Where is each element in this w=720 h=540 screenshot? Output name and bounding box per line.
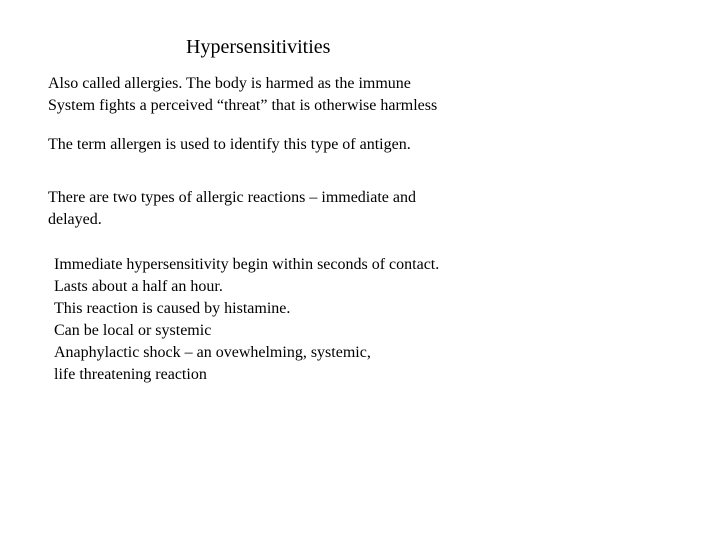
immediate-line-4: Can be local or systemic [54,322,212,339]
intro-paragraph [48,73,437,117]
intro-line-1: Also called allergies. The body is harmed as the immune [48,75,411,92]
immediate-hypersensitivity-paragraph [54,254,439,386]
immediate-line-2: Lasts about a half an hour. [54,278,223,295]
allergen-paragraph [48,134,411,156]
immediate-line-3: This reaction is caused by histamine. [54,300,291,317]
immediate-line-6: life threatening reaction [54,366,207,383]
immediate-line-5: Anaphylactic shock – an ovewhelming, systemic, [54,344,371,361]
immediate-line-1: Immediate hypersensitivity begin within seconds of contact. [54,256,440,273]
types-line-1: There are two types of allergic reactions – immediate and [48,189,416,206]
intro-line-2: System fights a perceived “threat” that is otherwise harmless [48,97,438,114]
types-paragraph [48,187,416,231]
slide-title: Hypersensitivities [186,36,331,58]
allergen-line: The term allergen is used to identify this type of antigen. [48,136,411,153]
types-line-2: delayed. [48,211,102,228]
